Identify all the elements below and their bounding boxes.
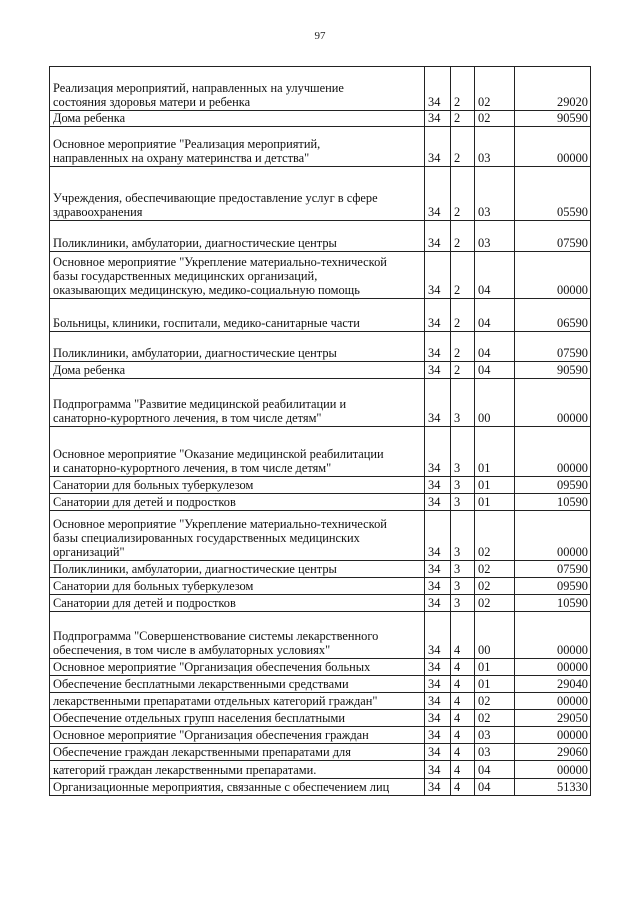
row-name-cell: Учреждения, обеспечивающие предоставление услуг в сфере здравоохранения [50, 167, 425, 221]
row-code-c-cell: 01 [475, 676, 515, 693]
row-code-d-cell: 00000 [515, 612, 591, 659]
row-code-d-cell: 09590 [515, 477, 591, 494]
row-code-c-cell: 02 [475, 111, 515, 127]
row-code-d-cell: 07590 [515, 221, 591, 252]
table-row [50, 710, 591, 727]
table-row [50, 221, 591, 252]
row-code-c-cell: 00 [475, 379, 515, 427]
row-code-b-cell: 2 [451, 167, 475, 221]
row-code-d-cell: 07590 [515, 332, 591, 362]
row-code-a-cell: 34 [425, 67, 451, 111]
table-row [50, 111, 591, 127]
row-code-b-cell: 4 [451, 744, 475, 761]
row-code-d-cell: 00000 [515, 127, 591, 167]
row-code-d-cell: 07590 [515, 561, 591, 578]
table-row [50, 561, 591, 578]
row-code-d-cell: 05590 [515, 167, 591, 221]
row-code-c-cell: 04 [475, 779, 515, 796]
row-code-d-cell: 51330 [515, 779, 591, 796]
row-code-b-cell: 2 [451, 221, 475, 252]
row-code-a-cell: 34 [425, 727, 451, 744]
row-name-cell: Основное мероприятие "Организация обеспечения граждан [50, 727, 425, 744]
row-code-a-cell: 34 [425, 494, 451, 511]
table-row [50, 578, 591, 595]
row-code-d-cell: 90590 [515, 111, 591, 127]
row-code-c-cell: 00 [475, 612, 515, 659]
budget-classification-table [49, 66, 591, 796]
row-code-a-cell: 34 [425, 127, 451, 167]
row-code-c-cell: 02 [475, 578, 515, 595]
row-code-b-cell: 3 [451, 578, 475, 595]
row-name-cell: Дома ребенка [50, 111, 425, 127]
row-code-b-cell: 4 [451, 659, 475, 676]
row-code-c-cell: 01 [475, 477, 515, 494]
table-row [50, 299, 591, 332]
row-code-c-cell: 03 [475, 127, 515, 167]
row-code-c-cell: 03 [475, 167, 515, 221]
row-code-d-cell: 10590 [515, 595, 591, 612]
table-row [50, 676, 591, 693]
row-code-d-cell: 00000 [515, 379, 591, 427]
table-row [50, 332, 591, 362]
row-code-c-cell: 03 [475, 727, 515, 744]
row-name-cell: Основное мероприятие "Укрепление материально-технической базы специализированных государственных медицинских организаций" [50, 511, 425, 561]
row-code-a-cell: 34 [425, 427, 451, 477]
row-code-a-cell: 34 [425, 744, 451, 761]
row-code-c-cell: 02 [475, 511, 515, 561]
row-code-b-cell: 4 [451, 710, 475, 727]
row-code-a-cell: 34 [425, 595, 451, 612]
row-code-b-cell: 2 [451, 111, 475, 127]
row-name-cell: Реализация мероприятий, направленных на улучшение состояния здоровья матери и ребенка [50, 67, 425, 111]
row-code-b-cell: 2 [451, 67, 475, 111]
row-code-b-cell: 3 [451, 511, 475, 561]
table-row [50, 379, 591, 427]
row-code-a-cell: 34 [425, 299, 451, 332]
row-code-c-cell: 04 [475, 362, 515, 379]
row-code-a-cell: 34 [425, 379, 451, 427]
row-code-d-cell: 00000 [515, 659, 591, 676]
row-code-a-cell: 34 [425, 779, 451, 796]
row-code-b-cell: 3 [451, 561, 475, 578]
row-code-a-cell: 34 [425, 612, 451, 659]
row-code-c-cell: 04 [475, 299, 515, 332]
row-name-cell: Основное мероприятие "Реализация мероприятий, направленных на охрану материнства и детства" [50, 127, 425, 167]
row-code-c-cell: 04 [475, 761, 515, 779]
row-code-d-cell: 09590 [515, 578, 591, 595]
row-code-d-cell: 10590 [515, 494, 591, 511]
row-code-d-cell: 00000 [515, 693, 591, 710]
table-row [50, 779, 591, 796]
row-code-a-cell: 34 [425, 578, 451, 595]
table-row [50, 659, 591, 676]
row-code-b-cell: 2 [451, 332, 475, 362]
row-code-c-cell: 03 [475, 221, 515, 252]
row-code-b-cell: 3 [451, 379, 475, 427]
row-name-cell: Поликлиники, амбулатории, диагностические центры [50, 221, 425, 252]
row-name-cell: Обеспечение отдельных групп населения бесплатными [50, 710, 425, 727]
row-code-b-cell: 3 [451, 494, 475, 511]
row-name-cell: Обеспечение граждан лекарственными препаратами для [50, 744, 425, 761]
row-code-b-cell: 2 [451, 127, 475, 167]
row-name-cell: Больницы, клиники, госпитали, медико-санитарные части [50, 299, 425, 332]
table-row [50, 727, 591, 744]
row-code-b-cell: 2 [451, 252, 475, 299]
row-name-cell: Обеспечение бесплатными лекарственными средствами [50, 676, 425, 693]
row-name-cell: Санатории для больных туберкулезом [50, 477, 425, 494]
row-code-b-cell: 4 [451, 676, 475, 693]
row-name-cell: Поликлиники, амбулатории, диагностические центры [50, 332, 425, 362]
row-code-d-cell: 90590 [515, 362, 591, 379]
row-name-cell: Основное мероприятие "Организация обеспечения больных [50, 659, 425, 676]
table-row [50, 477, 591, 494]
row-code-c-cell: 02 [475, 693, 515, 710]
row-code-c-cell: 02 [475, 67, 515, 111]
row-code-d-cell: 29040 [515, 676, 591, 693]
row-code-c-cell: 01 [475, 427, 515, 477]
row-name-cell: категорий граждан лекарственными препаратами. [50, 761, 425, 779]
row-code-b-cell: 4 [451, 779, 475, 796]
row-code-d-cell: 00000 [515, 727, 591, 744]
row-code-d-cell: 00000 [515, 761, 591, 779]
row-code-c-cell: 04 [475, 252, 515, 299]
row-code-b-cell: 3 [451, 427, 475, 477]
table-row [50, 127, 591, 167]
row-code-c-cell: 02 [475, 710, 515, 727]
table-row [50, 167, 591, 221]
row-code-d-cell: 00000 [515, 252, 591, 299]
row-code-b-cell: 4 [451, 693, 475, 710]
table-row [50, 693, 591, 710]
row-code-d-cell: 06590 [515, 299, 591, 332]
table-row [50, 252, 591, 299]
row-code-b-cell: 4 [451, 761, 475, 779]
table-row [50, 362, 591, 379]
table-row [50, 427, 591, 477]
row-code-d-cell: 00000 [515, 511, 591, 561]
row-code-b-cell: 3 [451, 477, 475, 494]
row-code-a-cell: 34 [425, 761, 451, 779]
row-name-cell: Подпрограмма "Развитие медицинской реабилитации и санаторно-курортного лечения, в том числе детям" [50, 379, 425, 427]
row-code-c-cell: 04 [475, 332, 515, 362]
row-name-cell: Основное мероприятие "Оказание медицинской реабилитации и санаторно-курортного лечения, в том числе детям" [50, 427, 425, 477]
row-code-a-cell: 34 [425, 693, 451, 710]
row-code-d-cell: 00000 [515, 427, 591, 477]
row-name-cell: лекарственными препаратами отдельных категорий граждан" [50, 693, 425, 710]
row-name-cell: Основное мероприятие "Укрепление материально-технической базы государственных медицинских организаций, оказывающих медицинскую, медико-социальную помощь [50, 252, 425, 299]
row-code-a-cell: 34 [425, 167, 451, 221]
row-code-a-cell: 34 [425, 710, 451, 727]
row-code-a-cell: 34 [425, 676, 451, 693]
row-code-c-cell: 02 [475, 595, 515, 612]
row-code-b-cell: 4 [451, 727, 475, 744]
row-code-c-cell: 02 [475, 561, 515, 578]
row-name-cell: Подпрограмма "Совершенствование системы лекарственного обеспечения, в том числе в амбулаторных условиях" [50, 612, 425, 659]
row-name-cell: Санатории для больных туберкулезом [50, 578, 425, 595]
row-code-a-cell: 34 [425, 332, 451, 362]
row-code-d-cell: 29020 [515, 67, 591, 111]
page-number: 97 [314, 30, 326, 42]
table-row [50, 612, 591, 659]
table-row [50, 744, 591, 761]
row-code-d-cell: 29060 [515, 744, 591, 761]
table-row [50, 595, 591, 612]
row-code-c-cell: 01 [475, 659, 515, 676]
row-code-a-cell: 34 [425, 511, 451, 561]
row-code-a-cell: 34 [425, 221, 451, 252]
row-code-c-cell: 03 [475, 744, 515, 761]
row-code-b-cell: 4 [451, 612, 475, 659]
row-code-c-cell: 01 [475, 494, 515, 511]
row-code-a-cell: 34 [425, 659, 451, 676]
table-row [50, 67, 591, 111]
table-row [50, 511, 591, 561]
row-name-cell: Поликлиники, амбулатории, диагностические центры [50, 561, 425, 578]
row-name-cell: Дома ребенка [50, 362, 425, 379]
row-code-a-cell: 34 [425, 111, 451, 127]
row-name-cell: Санатории для детей и подростков [50, 595, 425, 612]
row-code-b-cell: 3 [451, 595, 475, 612]
row-code-a-cell: 34 [425, 252, 451, 299]
table-row [50, 761, 591, 779]
table-row [50, 494, 591, 511]
row-name-cell: Санатории для детей и подростков [50, 494, 425, 511]
row-name-cell: Организационные мероприятия, связанные с обеспечением лиц [50, 779, 425, 796]
row-code-a-cell: 34 [425, 561, 451, 578]
row-code-b-cell: 2 [451, 362, 475, 379]
row-code-d-cell: 29050 [515, 710, 591, 727]
row-code-a-cell: 34 [425, 362, 451, 379]
row-code-a-cell: 34 [425, 477, 451, 494]
row-code-b-cell: 2 [451, 299, 475, 332]
